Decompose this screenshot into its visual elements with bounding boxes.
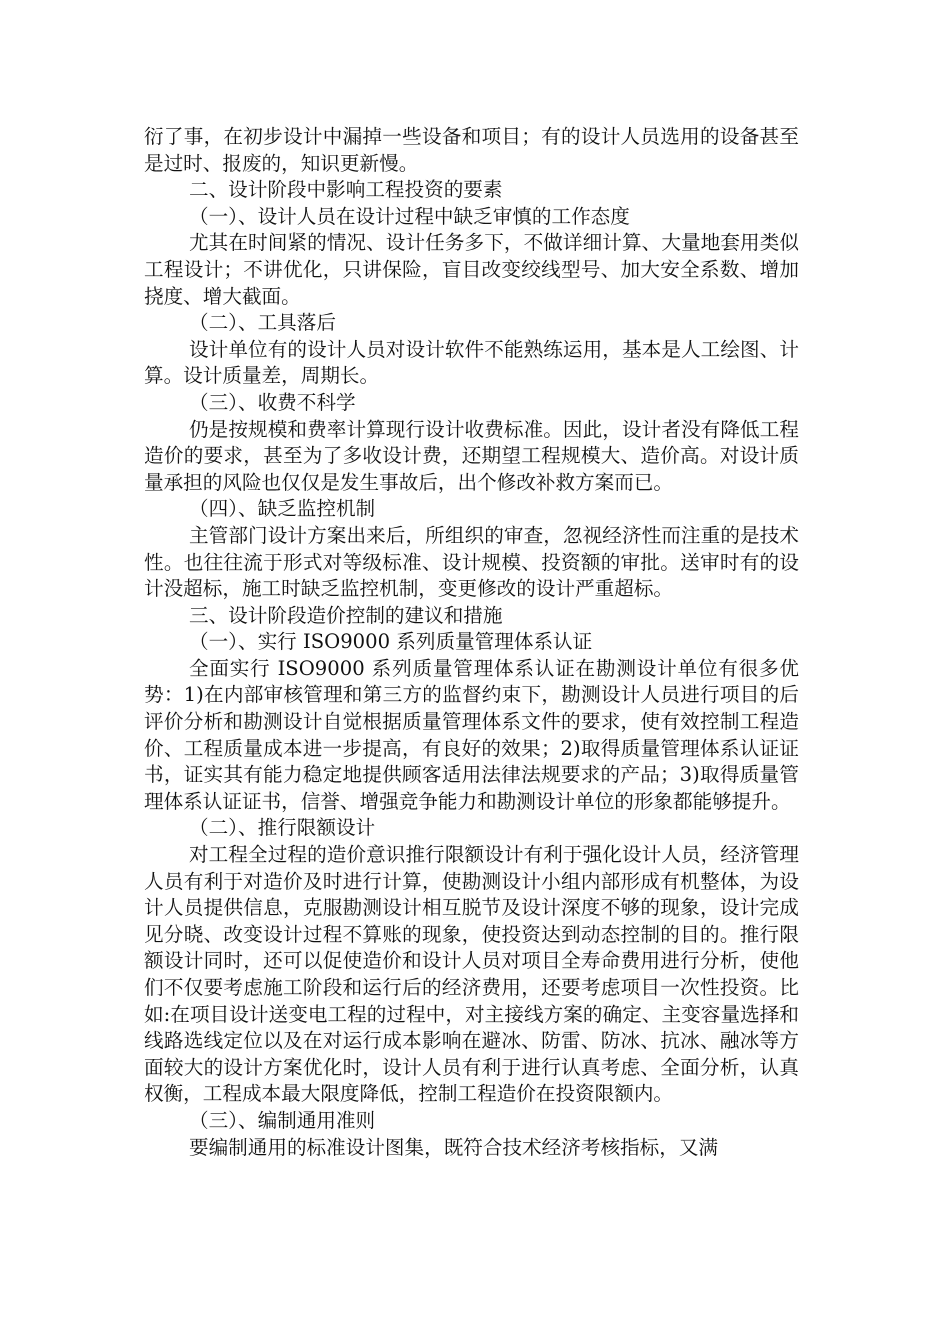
subsection-heading: （一）、设计人员在设计过程中缺乏审慎的工作态度	[189, 204, 630, 228]
body-paragraph: 对工程全过程的造价意识推行限额设计有利于强化设计人员，经济管理人员有利于对造价及时进行计算，使勘测设计小组内部形成有机整体，为设计人员提供信息，克服勘测设计相互脱节及设计深度不够的现象，设计完成见分晓、改变设计过程不算账的现象，使投资达到动态控制的目的。推行限额设计同时，还可以促使造价和设计人员对项目全寿命费用进行分析，使他们不仅要考虑施工阶段和运行后的经济费用，还要考虑项目一次性投资。比如:在项目设计送变电工程的过程中，对主接线方案的确定、主变容量选择和线路选线定位以及在对运行成本影响在避冰、防雷、防冰、抗冰、融冰等方面较大的设计方案优化时，设计人员有利于进行认真考虑、全面分析，认真权衡，工程成本最大限度降低，控制工程造价在投资限额内。	[144, 843, 799, 1106]
section-heading: 三、设计阶段造价控制的建议和措施	[189, 603, 503, 627]
body-paragraph: 仍是按规模和费率计算现行设计收费标准。因此，设计者没有降低工程造价的要求，甚至为了多收设计费，还期望工程规模大、造价高。对设计质量承担的风险也仅仅是发生事故后，出个修改补救方案而已。	[144, 417, 799, 494]
body-paragraph: 主管部门设计方案出来后，所组织的审查，忽视经济性而注重的是技术性。也往往流于形式对等级标准、设计规模、投资额的审批。送审时有的设计没超标，施工时缺乏监控机制，变更修改的设计严重超标。	[144, 523, 799, 601]
body-paragraph: 尤其在时间紧的情况、设计任务多下，不做详细计算、大量地套用类似工程设计；不讲优化，只讲保险，盲目改变绞线型号、加大安全系数、增加挠度、增大截面。	[144, 231, 799, 308]
document-body	[144, 124, 799, 1161]
body-paragraph-continued: 衍了事，在初步设计中漏掉一些设备和项目；有的设计人员选用的设备甚至是过时、报废的，知识更新慢。	[144, 125, 799, 175]
body-paragraph: 全面实行 ISO9000 系列质量管理体系认证在勘测设计单位有很多优势：1)在内部审核管理和第三方的监督约束下，勘测设计人员进行项目的后评价分析和勘测设计自觉根据质量管理体系文件的要求，使有效控制工程造价、工程质量成本进一步提高，有良好的效果；2)取得质量管理体系认证证书，证实其有能力稳定地提供顾客适用法律法规要求的产品；3)取得质量管理体系认证证书，信誉、增强竞争能力和勘测设计单位的形象都能够提升。	[144, 656, 800, 813]
subsection-heading: （四）、缺乏监控机制	[189, 497, 376, 521]
subsection-heading: （三）、编制通用准则	[189, 1108, 376, 1132]
subsection-heading: （二）、推行限额设计	[189, 816, 376, 840]
body-paragraph: 要编制通用的标准设计图集，既符合技术经济考核指标，又满	[189, 1135, 719, 1159]
subsection-heading: （一）、实行 ISO9000 系列质量管理体系认证	[189, 630, 593, 654]
subsection-heading: （三）、收费不科学	[189, 390, 356, 414]
body-paragraph: 设计单位有的设计人员对设计软件不能熟练运用，基本是人工绘图、计算。设计质量差，周期长。	[144, 337, 799, 388]
section-heading: 二、设计阶段中影响工程投资的要素	[189, 178, 503, 202]
subsection-heading: （二）、工具落后	[189, 311, 336, 335]
